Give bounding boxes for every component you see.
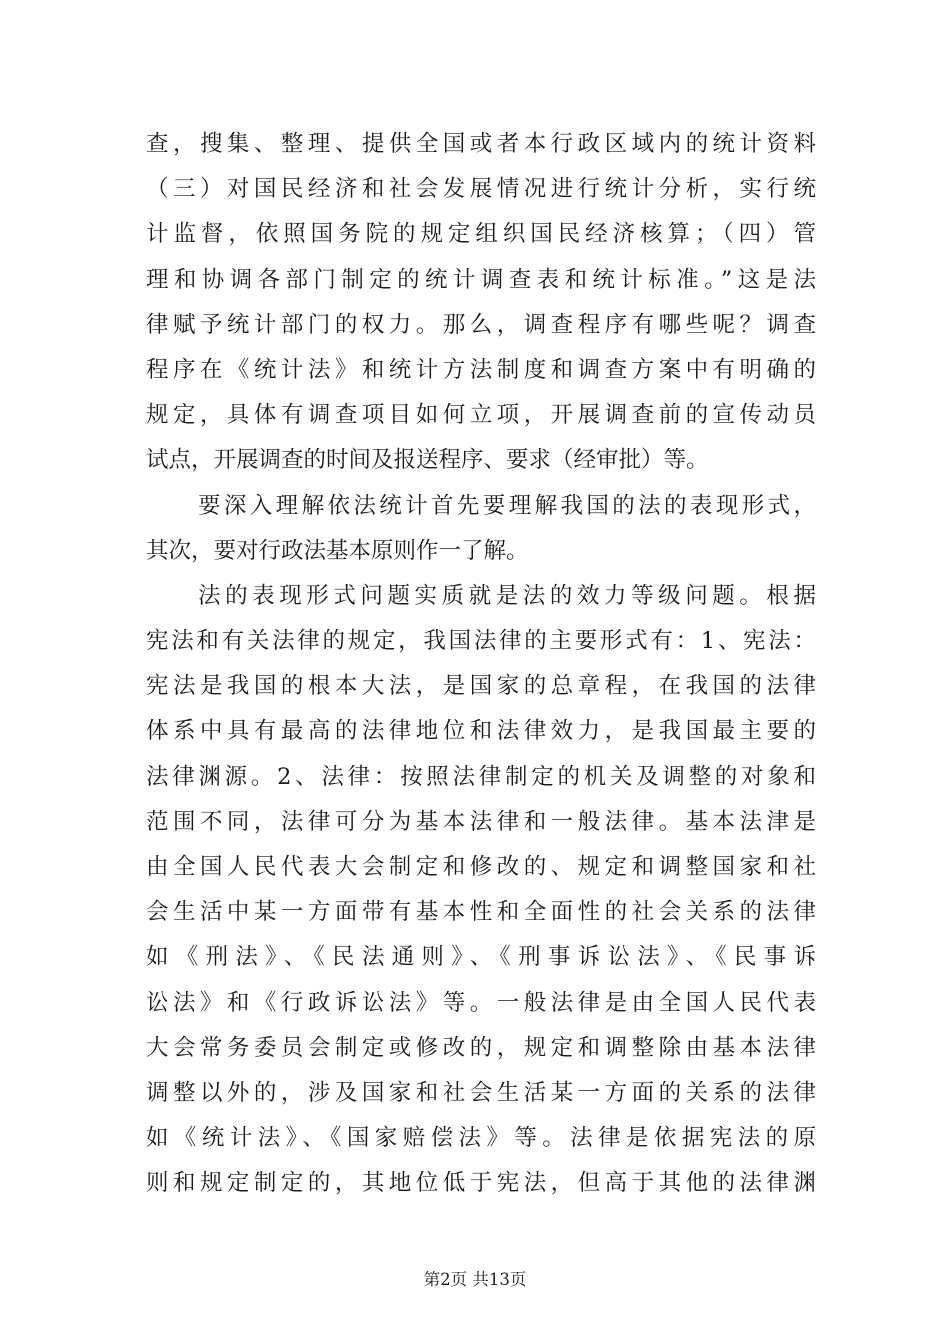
body-text <box>146 122 816 1207</box>
text-line: 范围不同，法律可分为基本法律和一般法律。基本法津是 <box>146 808 816 835</box>
text-line: 调整以外的，涉及国家和社会生活某一方面的关系的法律 <box>146 1079 816 1106</box>
text-line: 其次，要对行政法基本原则作一了解。 <box>146 537 529 564</box>
text-line: 计监督，依照国务院的规定组织国民经济核算；（四）管 <box>146 221 816 248</box>
text-line: （三）对国民经济和社会发展情况进行统计分析，实行统 <box>146 176 816 203</box>
text-line: 会生活中某一方面带有基本性和全面性的社会关系的法律 <box>146 899 816 926</box>
text-line: 则和规定制定的，其地位低于宪法，但高于其他的法律渊 <box>146 1170 816 1197</box>
text-line: 要深入理解依法统计首先要理解我国的法的表现形式， <box>198 492 816 519</box>
text-line: 宪法和有关法律的规定，我国法律的主要形式有：1、宪法： <box>146 628 816 655</box>
text-line: 大会常务委员会制定或修改的，规定和调整除由基本法律 <box>146 1034 816 1061</box>
text-line: 宪法是我国的根本大法，是国家的总章程，在我国的法律 <box>146 673 816 700</box>
text-line: 程序在《统计法》和统计方法制度和调查方案中有明确的 <box>146 356 816 383</box>
text-line: 查，搜集、整理、提供全国或者本行政区域内的统计资料 <box>146 131 816 157</box>
text-line: 如《刑法》、《民法通则》、《刑事诉讼法》、《民事诉 <box>146 944 816 971</box>
text-line: 讼法》和《行政诉讼法》等。一般法律是由全国人民代表 <box>146 989 816 1016</box>
text-line: 如《统计法》、《国家赔偿法》等。法律是依据宪法的原 <box>146 1125 816 1152</box>
text-line: 体系中具有最高的法律地位和法律效力，是我国最主要的 <box>146 718 816 745</box>
text-line: 由全国人民代表大会制定和修改的、规定和调整国家和社 <box>146 854 816 880</box>
text-line: 理和协调各部门制定的统计调查表和统计标准。”这是法 <box>146 266 816 293</box>
text-line: 试点，开展调查的时间及报送程序、要求（经审批）等。 <box>146 447 709 474</box>
text-line: 法的表现形式问题实质就是法的效力等级问题。根据 <box>198 582 816 609</box>
page-number-label: 第2页 共13页 <box>423 1270 527 1289</box>
text-line: 律赋予统计部门的权力。那么，调查程序有哪些呢？调查 <box>146 311 816 338</box>
text-line: 法律渊源。2、法律：按照法律制定的机关及调整的对象和 <box>146 763 816 790</box>
text-line: 规定，具体有调查项目如何立项，开展调查前的宣传动员 <box>146 402 816 429</box>
page-footer <box>0 1270 950 1290</box>
